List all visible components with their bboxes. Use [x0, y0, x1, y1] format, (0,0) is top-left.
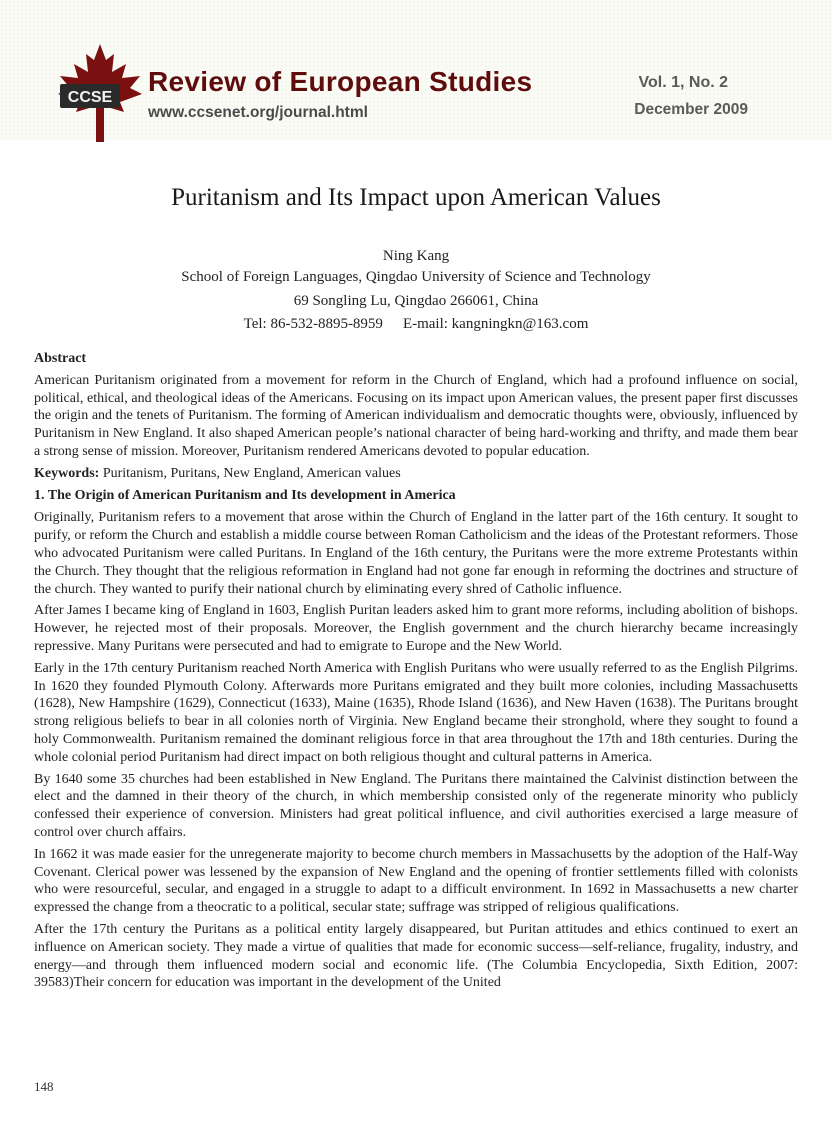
body-paragraph: In 1662 it was made easier for the unregenerate majority to become church members in Massachusetts by the adoption of the Half-Way Covenant. Clerical power was lessened by the expansion of New England and the opening of frontier settlements filled with colonists who were resourceful, secular, and engaged in a struggle to adapt to a difficult environment. In 1692 in Massachusetts a new charter expressed the change from a theocratic to a political, secular state; suffrage was stripped of religious qualifications.: [34, 846, 798, 916]
volume-issue: Vol. 1, No. 2: [638, 74, 728, 91]
abstract-text: American Puritanism originated from a movement for reform in the Church of England, which had a profound influence on social, political, ethical, and theological ideas of the Americans. Focusing on its impact upon American values, the present paper first discusses the origin and the tenets of Puritanism. The forming of American individualism and democratic thoughts were, obviously, influenced by Puritanism in New England. It also shaped American people’s national character of being hard-working and thrifty, and made them bear a strong sense of mission. Moreover, Puritanism rendered Americans devoted to popular education.: [34, 372, 798, 459]
section-heading: 1. The Origin of American Puritanism and Its development in America: [34, 487, 456, 503]
body-paragraph: After the 17th century the Puritans as a political entity largely disappeared, but Puritan attitudes and ethics continued to exert an influence on American society. They made a virtue of qualities that made for economic success—self-reliance, frugality, industry, and energy—and through them influenced modern social and economic life. (The Columbia Encyclopedia, Sixth Edition, 2007: 39583)Their concern for education was important in the development of the United: [34, 921, 798, 991]
page-number: 148: [34, 1079, 54, 1094]
logo-text: CCSE: [67, 89, 113, 106]
author-email[interactable]: E-mail: kangningkn@163.com: [402, 316, 589, 332]
author-contact: [0, 316, 832, 333]
abstract-heading: Abstract: [34, 351, 87, 366]
article-body: [34, 350, 798, 996]
keywords-label: Keywords:: [34, 465, 100, 481]
body-paragraph: Originally, Puritanism refers to a movement that arose within the Church of England in the latter part of the 16th century. It sought to purify, or reform the Church and establish a middle course between Roman Catholicism and the ideas of the Protestant reformers. Those who advocated Puritanism were called Puritans. In England of the 16th century, the Puritans were the more extreme Protestants within the Church. They thought that the religious reformation in England had not gone far enough in reforming the doctrines and structure of the church. They wanted to purify their national church by eliminating every shred of Catholic influence.: [34, 510, 798, 597]
author-name: Ning Kang: [382, 248, 450, 264]
author-tel: Tel: 86-532-8895-8959: [243, 316, 383, 332]
body-paragraph: Early in the 17th century Puritanism reached North America with English Puritans who were usually referred to as the English Pilgrims. In 1620 they founded Plymouth Colony. Afterwards more Puritans emigrated and they built more colonies, including Massachusetts (1628), New Hampshire (1629), Connecticut (1633), Maine (1635), Rhode Island (1636), and New Haven (1638). The Puritans brought strong religious beliefs to bear in all colonies north of Virginia. New England became their stronghold, where they sought to found a holy Commonwealth. Puritanism remained the dominant religious force in that area throughout the 17th and 18th centuries. During the whole colonial period Puritanism had direct impact on both religious thought and cultural patterns in America.: [34, 660, 798, 765]
keywords-list: Puritanism, Puritans, New England, American values: [102, 465, 401, 481]
keywords: [34, 465, 798, 483]
author-affiliation: School of Foreign Languages, Qingdao University of Science and Technology: [181, 269, 651, 285]
journal-title: Review of European Studies: [148, 66, 533, 97]
ccse-maple-leaf-logo: [54, 42, 146, 142]
issue-date: December 2009: [634, 101, 748, 118]
journal-url[interactable]: www.ccsenet.org/journal.html: [148, 104, 368, 121]
journal-masthead: [0, 0, 832, 140]
body-paragraph: By 1640 some 35 churches had been established in New England. The Puritans there maintained the Calvinist distinction between the elect and the damned in their theory of the church, in which membership consisted only of the regenerate minority who publicly confessed their experience of conversion. Ministers had great political influence, and civil authorities exercised a large measure of control over church affairs.: [34, 771, 798, 840]
author-address: 69 Songling Lu, Qingdao 266061, China: [293, 293, 539, 309]
article-title: Puritanism and Its Impact upon American Values: [171, 184, 661, 211]
body-paragraph: After James I became king of England in 1603, English Puritan leaders asked him to grant more reforms, including abolition of bishops. However, he rejected most of their proposals. Moreover, the English government and the church hierarchy became increasingly repressive. Many Puritans were persecuted and had to emigrate to Europe and the New World.: [34, 603, 798, 654]
